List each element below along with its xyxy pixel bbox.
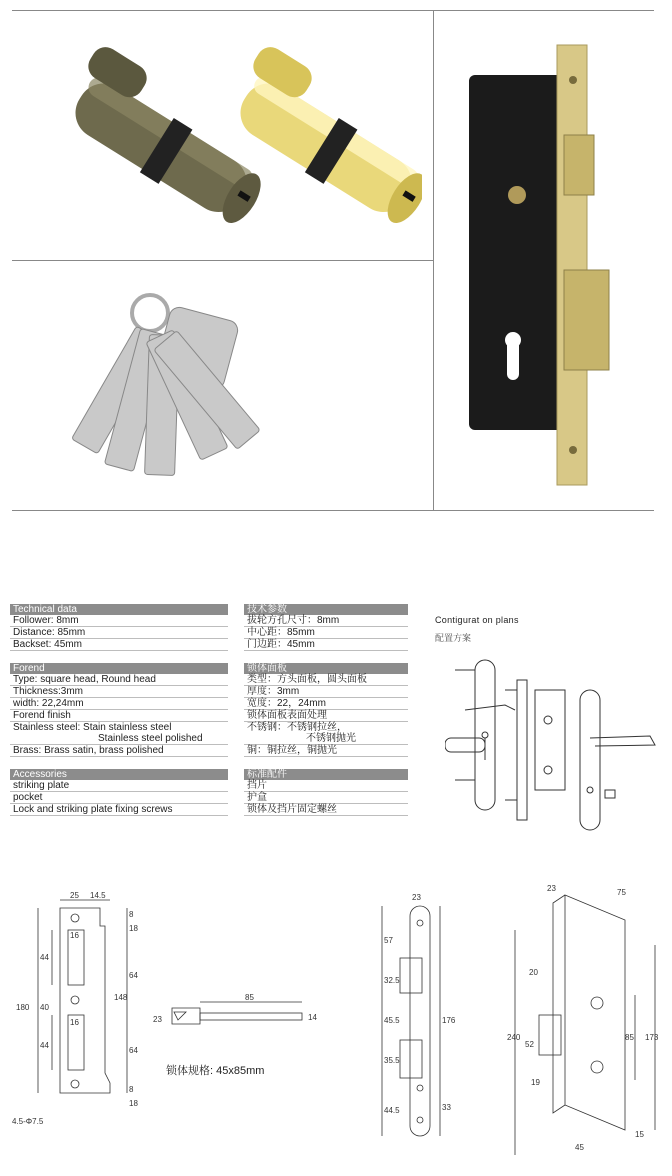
body-dim-45: 45 (575, 1143, 584, 1152)
forend-dim-176: 176 (442, 1016, 456, 1025)
technical-header-cn: 技术参数 (244, 604, 408, 615)
strike-dim-148: 148 (114, 993, 128, 1002)
technical-header: Technical data (10, 604, 228, 615)
strike-dim-16b: 16 (70, 1018, 79, 1027)
accessories-row-cn: 挡片 (244, 780, 408, 792)
strike-dim-8a: 8 (129, 910, 134, 919)
keys-photo (42, 285, 302, 485)
forend-row: width: 22,24mm (10, 698, 228, 710)
accessories-header: Accessories (10, 769, 228, 780)
accessories-row-cn: 锁体及挡片固定螺丝 (244, 804, 408, 816)
strike-dim-44a: 44 (40, 953, 49, 962)
strike-dim-64b: 64 (129, 1046, 138, 1055)
forend-row-cn: 铜：铜拉丝，铜抛光 (244, 745, 408, 757)
body-dim-23: 23 (547, 884, 556, 893)
body-dim-52: 52 (525, 1040, 534, 1049)
technical-row: Follower: 8mm (10, 615, 228, 627)
accessories-row: striking plate (10, 780, 228, 792)
forend-row: Forend finish (10, 710, 228, 722)
forend-row: Stainless steel: Stain stainless steel (13, 722, 172, 733)
forend-table-cn (244, 663, 408, 757)
technical-row: Distance: 85mm (10, 627, 228, 639)
forend-dim-32-5: 32.5 (384, 976, 400, 985)
strike-dim-16a: 16 (70, 931, 79, 940)
forend-dim-45-5: 45.5 (384, 1016, 400, 1025)
lock-body-spec: 锁体规格: 45x85mm (166, 1065, 265, 1077)
lock-body-drawing (505, 875, 665, 1165)
strike-dim-8b: 8 (129, 1085, 134, 1094)
config-title: Contigurat on plans (435, 615, 519, 625)
mortise-lock-photo (467, 40, 637, 490)
forend-row-cn: 类型：方头面板，圆头面板 (244, 674, 408, 686)
follower-dim-85: 85 (245, 993, 254, 1002)
forend-row: Thickness:3mm (10, 686, 228, 698)
follower-dim-14: 14 (308, 1013, 317, 1022)
technical-row-cn: 拔轮方孔尺寸：8mm (244, 615, 408, 627)
strike-dim-18b: 18 (129, 1099, 138, 1108)
forend-row-cn: 锁体面板表面处理 (244, 710, 408, 722)
product-photo-grid (12, 10, 654, 512)
forend-row-cn: 不锈钢：不锈钢拉丝， (247, 722, 347, 733)
forend-drawing (370, 888, 470, 1143)
body-dim-85: 85 (625, 1033, 634, 1042)
strike-dim-hole: 4.5-Φ7.5 (12, 1117, 44, 1126)
forend-dim-35-5: 35.5 (384, 1056, 400, 1065)
grid-divider (433, 10, 434, 510)
strike-dim-14-5: 14.5 (90, 891, 106, 900)
grid-bottom-line (12, 510, 654, 511)
body-dim-240: 240 (507, 1033, 521, 1042)
accessories-table (10, 769, 228, 816)
body-dim-20: 20 (529, 968, 538, 977)
forend-row-cn: 不锈钢抛光 (244, 733, 408, 745)
forend-dim-23: 23 (412, 893, 421, 902)
grid-top-line (12, 10, 654, 11)
body-dim-15: 15 (635, 1130, 644, 1139)
forend-row: Stainless steel polished (10, 733, 228, 745)
strike-plate-drawing (10, 888, 150, 1138)
forend-row-cn: 宽度：22，24mm (244, 698, 408, 710)
technical-row-cn: 门边距：45mm (244, 639, 408, 651)
technical-row-cn: 中心距：85mm (244, 627, 408, 639)
body-dim-19: 19 (531, 1078, 540, 1087)
grid-middle-line (12, 260, 434, 261)
strike-dim-18a: 18 (129, 924, 138, 933)
accessories-table-cn (244, 769, 408, 816)
forend-dim-57: 57 (384, 936, 393, 945)
body-dim-173: 173 (645, 1033, 659, 1042)
configuration-diagram (445, 650, 660, 840)
forend-header: Forend (10, 663, 228, 674)
strike-dim-40: 40 (40, 1003, 49, 1012)
accessories-row-cn: 护盒 (244, 792, 408, 804)
technical-data-table (10, 604, 228, 651)
forend-row: Brass: Brass satin, brass polished (10, 745, 228, 757)
accessories-row: pocket (10, 792, 228, 804)
cylinders-photo (42, 40, 422, 240)
config-subtitle: 配置方案 (435, 633, 472, 643)
follower-drawing (150, 990, 340, 1040)
body-dim-75: 75 (617, 888, 626, 897)
forend-header-cn: 锁体面板 (244, 663, 408, 674)
accessories-row: Lock and striking plate fixing screws (10, 804, 228, 816)
technical-row: Backset: 45mm (10, 639, 228, 651)
strike-dim-180: 180 (16, 1003, 30, 1012)
forend-dim-33: 33 (442, 1103, 451, 1112)
forend-row: Type: square head, Round head (10, 674, 228, 686)
strike-dim-25: 25 (70, 891, 79, 900)
technical-data-table-cn (244, 604, 408, 651)
follower-dim-23: 23 (153, 1015, 162, 1024)
strike-dim-44b: 44 (40, 1041, 49, 1050)
forend-row-cn: 厚度：3mm (244, 686, 408, 698)
accessories-header-cn: 标准配件 (244, 769, 408, 780)
forend-dim-44-5: 44.5 (384, 1106, 400, 1115)
strike-dim-64a: 64 (129, 971, 138, 980)
forend-table (10, 663, 228, 757)
